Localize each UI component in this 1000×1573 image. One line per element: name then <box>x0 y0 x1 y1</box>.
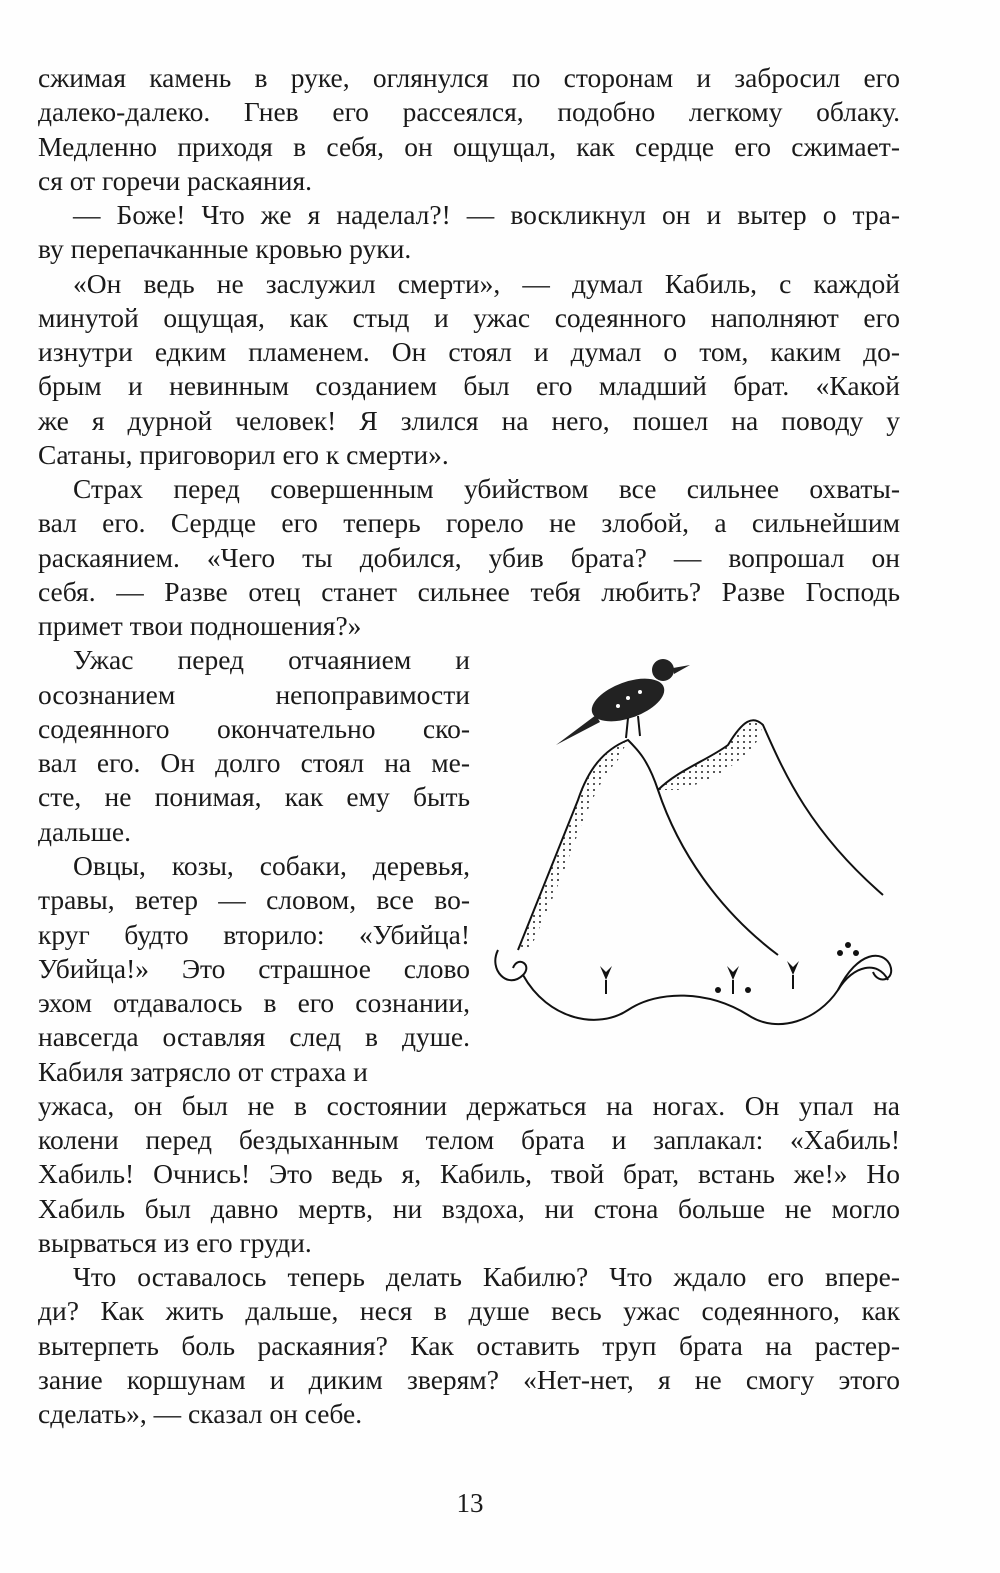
text-line: Овцы, козы, собаки, деревья, <box>73 849 470 881</box>
text-line: Убийца!» Это страшное слово <box>38 952 470 984</box>
text-line: Хабиль был давно мертв, ни вздоха, ни стона больше не могло <box>38 1192 900 1224</box>
text-line: Медленно приходя в себя, он ощущал, как сердце его сжимает- <box>38 130 900 162</box>
flower-ornaments <box>600 942 859 994</box>
text-line: вал его. Сердце его теперь горело не злобой, а сильнейшим <box>38 507 900 539</box>
text-line: — Боже! Что же я наделал?! — воскликнул он и вытер о тра- <box>73 199 900 231</box>
text-line: сжимая камень в руке, оглянулся по сторонам и забросил его <box>38 62 900 93</box>
text-line: себя. — Разве отец станет сильнее тебя любить? Разве Господь <box>38 575 900 607</box>
text-line: содеянного окончательно ско- <box>38 712 470 744</box>
text-line: дальше. <box>38 815 131 847</box>
text-line: вал его. Он долго стоял на ме- <box>38 747 470 779</box>
bird-icon <box>556 659 690 745</box>
text-line: Кабиля затрясло от страха и <box>38 1055 368 1087</box>
page-number: 13 <box>456 1488 484 1518</box>
text-line: круг будто вторило: «Убийца! <box>38 918 470 950</box>
text-line: вырваться из его груди. <box>38 1226 312 1258</box>
text-line: вытерпеть боль раскаяния? Как оставить труп брата на растер- <box>38 1329 900 1361</box>
text-line: Страх перед совершенным убийством все сильнее охваты- <box>73 473 900 505</box>
text-line: Хабиль! Очнись! Это ведь я, Кабиль, твой брат, встань же!» Но <box>38 1158 900 1190</box>
text-line: Сатаны, приговорил его к смерти». <box>38 438 449 470</box>
text-line: навсегда оставляя след в душе. <box>38 1021 470 1053</box>
text-line: «Он ведь не заслужил смерти», — думал Кабиль, с каждой <box>73 267 900 299</box>
text-line: зание коршунам и диким зверям? «Нет-нет, я не смогу этого <box>38 1363 900 1395</box>
text-line: раскаянием. «Чего ты добился, убив брата? — вопрошал он <box>38 541 900 573</box>
text-line: далеко-далеко. Гнев его рассеялся, подобно легкому облаку. <box>38 96 900 128</box>
text-line: эхом отдавалось в его сознании, <box>38 987 470 1019</box>
text-line: Ужас перед отчаянием и <box>73 644 470 676</box>
text-line: Что оставалось теперь делать Кабилю? Что ждало его впере- <box>73 1261 900 1293</box>
text-line: ся от горечи раскаяния. <box>38 164 312 196</box>
bird-on-mountain-illustration <box>478 650 898 1070</box>
text-line: сте, не понимая, как ему быть <box>38 781 470 813</box>
text-line: минутой ощущая, как стыд и ужас содеянного наполняют его <box>38 301 900 333</box>
text-line: изнутри едким пламенем. Он стоял и думал о том, каким до- <box>38 336 900 368</box>
text-line: травы, ветер — словом, все во- <box>38 884 470 916</box>
text-line: примет твои подношения?» <box>38 610 362 642</box>
text-line: же я дурной человек! Я злился на него, пошел на поводу у <box>38 404 900 436</box>
text-line: ужаса, он был не в состоянии держаться на ногах. Он упал на <box>38 1089 900 1121</box>
text-line: брым и невинным созданием был его младший брат. «Какой <box>38 370 900 402</box>
text-line: сделать», — сказал он себе. <box>38 1398 363 1430</box>
text-line: ди? Как жить дальше, неся в душе весь ужас содеянного, как <box>38 1295 900 1327</box>
text-line: осознанием непоправимости <box>38 678 470 710</box>
text-line: ву перепачканные кровью руки. <box>38 233 412 265</box>
text-line: колени перед бездыханным телом брата и заплакал: «Хабиль! <box>38 1124 900 1156</box>
